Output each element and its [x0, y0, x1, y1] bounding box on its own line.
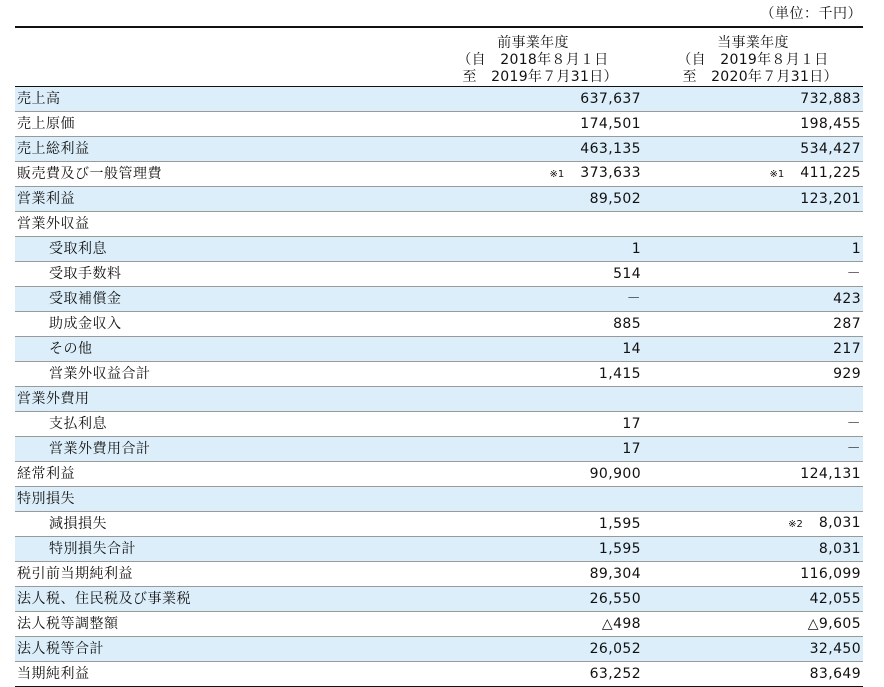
row-value-prev — [423, 387, 643, 412]
amount: 1 — [631, 240, 641, 257]
row-value-curr — [643, 237, 863, 262]
table-row — [15, 237, 863, 262]
table-row — [15, 587, 863, 612]
row-value-prev — [423, 87, 643, 112]
header-prev-title: 前事業年度 — [497, 35, 569, 51]
header-curr-title: 当事業年度 — [717, 35, 789, 51]
amount: 423 — [833, 290, 861, 307]
table-row — [15, 387, 863, 412]
row-label: 売上総利益 — [15, 137, 423, 162]
unit-label: （単位：千円） — [760, 6, 862, 22]
footnote-mark: ※1 — [769, 169, 785, 180]
row-value-curr — [643, 462, 863, 487]
amount: 463,135 — [580, 140, 641, 157]
header-curr-period — [643, 27, 863, 87]
table-row — [15, 487, 863, 512]
table-row — [15, 87, 863, 112]
amount: 26,550 — [589, 590, 641, 607]
row-value-curr — [643, 537, 863, 562]
row-label: 法人税、住民税及び事業税 — [15, 587, 423, 612]
row-value-prev — [423, 487, 643, 512]
row-value-curr — [643, 262, 863, 287]
row-label: 特別損失合計 — [15, 537, 423, 562]
table-row — [15, 112, 863, 137]
row-value-curr — [643, 487, 863, 512]
row-value-prev — [423, 187, 643, 212]
header-prev-from: （自 2018年８月１日 — [457, 52, 609, 68]
row-value-curr — [643, 162, 863, 187]
row-value-curr — [643, 187, 863, 212]
row-label: 売上高 — [15, 87, 423, 112]
row-value-curr — [643, 337, 863, 362]
amount: 89,304 — [589, 565, 641, 582]
row-value-prev — [423, 237, 643, 262]
row-label: 受取手数料 — [15, 262, 423, 287]
row-value-curr — [643, 612, 863, 637]
row-value-curr — [643, 437, 863, 462]
row-value-prev — [423, 112, 643, 137]
table-row — [15, 462, 863, 487]
row-label: 税引前当期純利益 — [15, 562, 423, 587]
row-value-prev — [423, 262, 643, 287]
row-value-prev — [423, 562, 643, 587]
row-value-prev — [423, 312, 643, 337]
row-label: 営業外費用 — [15, 387, 423, 412]
row-value-curr — [643, 212, 863, 237]
amount: △9,605 — [807, 615, 861, 632]
amount: 287 — [833, 315, 861, 332]
row-value-prev — [423, 287, 643, 312]
table-row — [15, 262, 863, 287]
amount: 534,427 — [800, 140, 861, 157]
row-label: 当期純利益 — [15, 662, 423, 687]
amount: 17 — [622, 415, 641, 432]
amount: 124,131 — [800, 465, 861, 482]
row-value-prev — [423, 537, 643, 562]
row-label: 法人税等調整額 — [15, 612, 423, 637]
row-label: 法人税等合計 — [15, 637, 423, 662]
row-label: 販売費及び一般管理費 — [15, 162, 423, 187]
amount: 90,900 — [589, 465, 641, 482]
row-value-prev — [423, 587, 643, 612]
amount: 174,501 — [580, 115, 641, 132]
amount: 637,637 — [580, 90, 641, 107]
row-value-prev — [423, 437, 643, 462]
table-row — [15, 287, 863, 312]
amount: △498 — [601, 615, 641, 632]
amount: 929 — [833, 365, 861, 382]
income-statement-table — [15, 26, 863, 687]
amount: 89,502 — [589, 190, 641, 207]
row-label: 受取補償金 — [15, 287, 423, 312]
amount: 411,225 — [800, 165, 861, 181]
row-value-prev — [423, 412, 643, 437]
row-label: 支払利息 — [15, 412, 423, 437]
amount: － — [846, 265, 861, 282]
amount: － — [846, 440, 861, 457]
table-row — [15, 187, 863, 212]
row-label: 営業外収益 — [15, 212, 423, 237]
header-blank — [15, 27, 423, 87]
footnote-mark: ※1 — [549, 169, 565, 180]
amount: 83,649 — [809, 665, 861, 682]
table-row — [15, 412, 863, 437]
row-value-curr — [643, 562, 863, 587]
table-row — [15, 562, 863, 587]
row-value-curr — [643, 112, 863, 137]
table-row — [15, 362, 863, 387]
amount: 42,055 — [809, 590, 861, 607]
amount: 8,031 — [818, 540, 861, 557]
amount: 732,883 — [800, 90, 861, 107]
footnote-mark: ※2 — [788, 519, 803, 530]
row-value-curr — [643, 87, 863, 112]
amount: 198,455 — [800, 115, 861, 132]
amount: 63,252 — [589, 665, 641, 682]
row-value-prev — [423, 612, 643, 637]
row-label: 営業利益 — [15, 187, 423, 212]
row-label: その他 — [15, 337, 423, 362]
table-row — [15, 637, 863, 662]
amount: 116,099 — [800, 565, 861, 582]
amount: 1 — [851, 240, 861, 257]
amount: 14 — [622, 340, 641, 357]
row-value-curr — [643, 412, 863, 437]
header-prev-to: 至 2019年７月31日） — [448, 69, 618, 85]
amount: 1,415 — [598, 365, 641, 382]
amount: 514 — [613, 265, 641, 282]
table-row — [15, 437, 863, 462]
table-row — [15, 337, 863, 362]
row-label: 営業外収益合計 — [15, 362, 423, 387]
row-label: 営業外費用合計 — [15, 437, 423, 462]
row-value-curr — [643, 512, 863, 537]
row-value-curr — [643, 312, 863, 337]
amount: 8,031 — [818, 515, 861, 531]
table-row — [15, 137, 863, 162]
row-value-curr — [643, 362, 863, 387]
row-value-prev — [423, 337, 643, 362]
table-body — [15, 87, 863, 687]
row-value-curr — [643, 637, 863, 662]
row-value-curr — [643, 287, 863, 312]
header-curr-to: 至 2020年７月31日） — [668, 69, 838, 85]
amount: － — [846, 415, 861, 432]
amount: 885 — [613, 315, 641, 332]
table-row — [15, 537, 863, 562]
table-row — [15, 312, 863, 337]
row-value-prev — [423, 362, 643, 387]
amount: 123,201 — [800, 190, 861, 207]
amount: 1,595 — [598, 515, 641, 532]
row-value-prev — [423, 512, 643, 537]
row-value-prev — [423, 462, 643, 487]
header-prev-period — [423, 27, 643, 87]
table-row — [15, 612, 863, 637]
row-label: 売上原価 — [15, 112, 423, 137]
row-value-curr — [643, 587, 863, 612]
header-curr-from: （自 2019年８月１日 — [677, 52, 829, 68]
table-row — [15, 512, 863, 537]
row-value-curr — [643, 387, 863, 412]
amount: 32,450 — [809, 640, 861, 657]
amount: 217 — [833, 340, 861, 357]
row-label: 受取利息 — [15, 237, 423, 262]
amount: 1,595 — [598, 540, 641, 557]
table-row — [15, 212, 863, 237]
row-label: 助成金収入 — [15, 312, 423, 337]
row-label: 減損損失 — [15, 512, 423, 537]
row-value-prev — [423, 212, 643, 237]
row-label: 特別損失 — [15, 487, 423, 512]
amount: 373,633 — [580, 165, 641, 181]
row-value-prev — [423, 162, 643, 187]
row-label: 経常利益 — [15, 462, 423, 487]
row-value-prev — [423, 637, 643, 662]
table-row — [15, 162, 863, 187]
amount: － — [626, 290, 641, 307]
table-header-row — [15, 27, 863, 87]
row-value-curr — [643, 137, 863, 162]
amount: 17 — [622, 440, 641, 457]
amount: 26,052 — [589, 640, 641, 657]
row-value-prev — [423, 137, 643, 162]
